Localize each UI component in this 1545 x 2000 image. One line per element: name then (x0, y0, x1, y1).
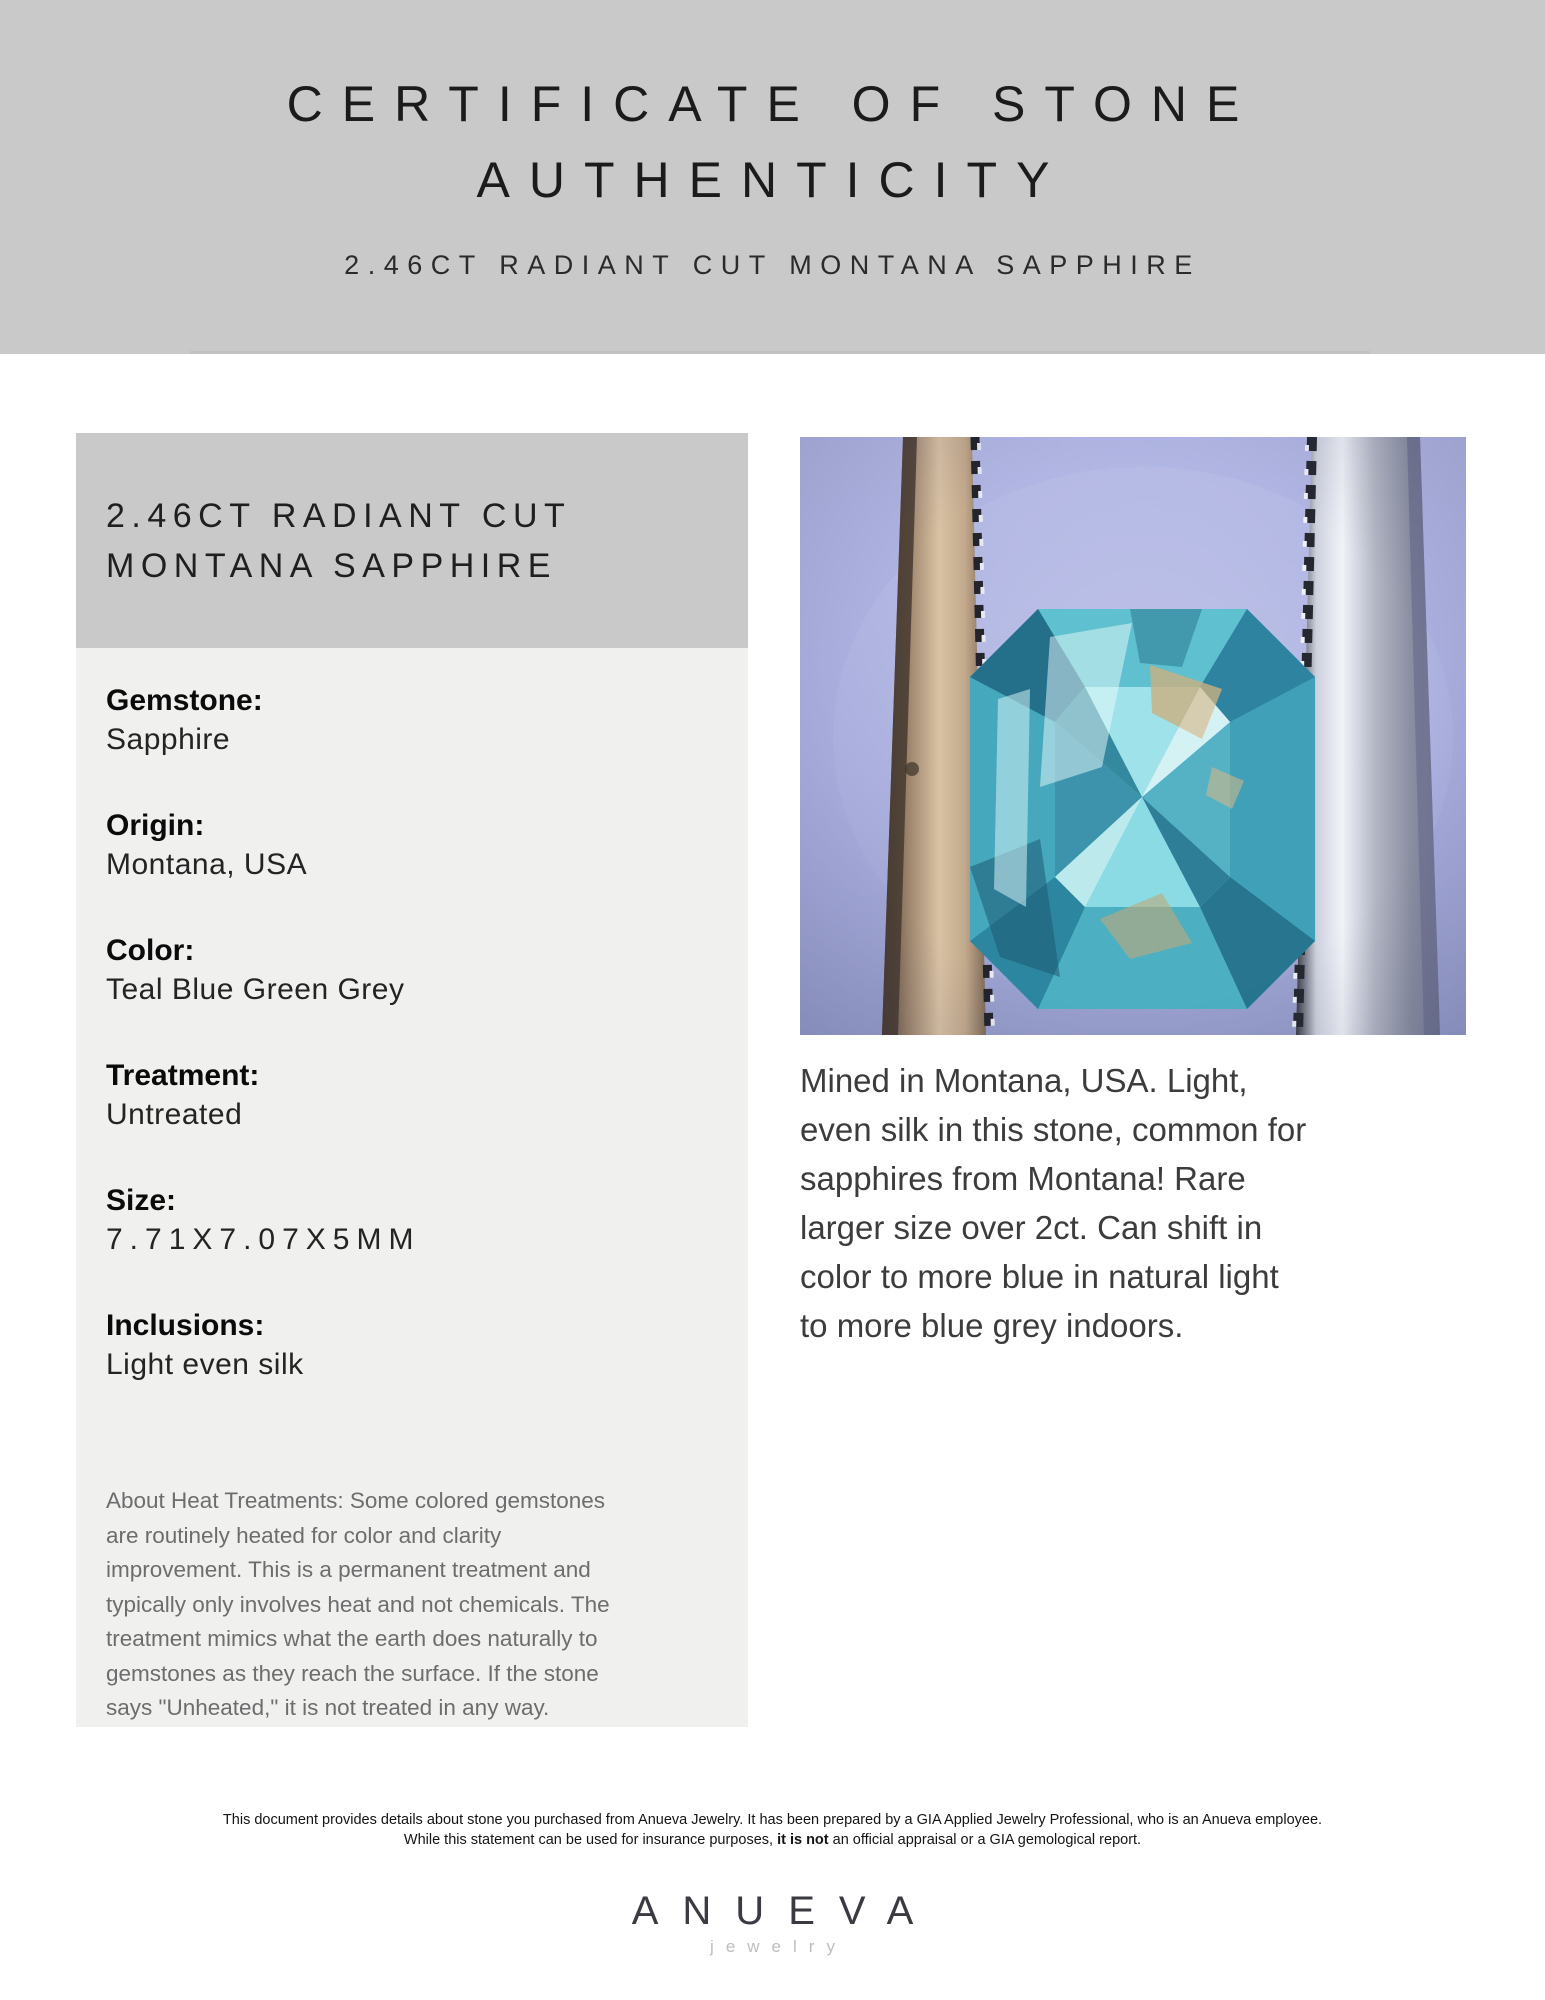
stone-description-line: even silk in this stone, common for (800, 1111, 1307, 1148)
field-origin-value: Montana, USA (106, 848, 308, 881)
field-origin (106, 806, 718, 884)
field-inclusions-value: Light even silk (106, 1348, 304, 1381)
stone-description-line: Mined in Montana, USA. Light, (800, 1062, 1248, 1099)
about-line: gemstones as they reach the surface. If the stone (106, 1660, 599, 1686)
field-size-label: Size: (106, 1184, 177, 1217)
stone-info-panel-body (76, 648, 748, 1727)
field-size (106, 1181, 718, 1259)
about-line: are routinely heated for color and clarity (106, 1522, 502, 1548)
about-line: improvement. This is a permanent treatment and (106, 1557, 591, 1582)
field-color-value: Teal Blue Green Grey (106, 973, 405, 1006)
disclaimer-line2-end: an official appraisal or a GIA gemological report. (828, 1831, 1142, 1848)
field-gemstone-value: Sapphire (106, 723, 231, 756)
field-color (106, 931, 718, 1009)
field-inclusions (106, 1306, 718, 1384)
disclaimer-line2-bold: it is not (777, 1831, 829, 1848)
field-gemstone-label: Gemstone: (106, 684, 263, 717)
field-treatment-label: Treatment: (106, 1059, 260, 1092)
logo-wordmark: ANUEVA (631, 1889, 938, 1933)
about-line: typically only involves heat and not chemicals. The (106, 1591, 610, 1617)
anueva-logo (0, 1889, 1545, 1957)
about-line: About Heat Treatments: Some colored gemstones (106, 1488, 606, 1513)
field-color-label: Color: (106, 934, 195, 967)
panel-title-line1: 2.46CT RADIANT CUT (106, 496, 572, 535)
stone-info-panel-header (76, 433, 748, 648)
logo-tagline: jewelry (710, 1937, 847, 1956)
stone-description-line: color to more blue in natural light (800, 1258, 1279, 1295)
disclaimer-line2-start: While this statement can be used for insurance purposes, (403, 1831, 778, 1848)
about-heat-treatments-note (106, 1484, 718, 1726)
stone-info-panel (76, 433, 748, 1727)
disclaimer-line2 (0, 1831, 1545, 1851)
sapphire-photo (800, 437, 1466, 1035)
certificate-title-line2: AUTHENTICITY (476, 152, 1069, 208)
certificate-subtitle: 2.46CT RADIANT CUT MONTANA SAPPHIRE (344, 250, 1201, 280)
field-inclusions-label: Inclusions: (106, 1309, 265, 1342)
certificate-title-line1: CERTIFICATE OF STONE (286, 76, 1259, 132)
certificate-title (0, 66, 1545, 218)
about-line: says "Unheated," it is not treated in any way. (106, 1695, 550, 1720)
about-line: treatment mimics what the earth does naturally to (106, 1626, 598, 1651)
stone-description-line: to more blue grey indoors. (800, 1307, 1184, 1344)
certificate-banner (0, 0, 1545, 354)
stone-description (800, 1056, 1480, 1350)
field-gemstone (106, 681, 718, 759)
panel-title-line2: MONTANA SAPPHIRE (106, 546, 557, 585)
footer-disclaimer (0, 1811, 1545, 1850)
stone-description-line: larger size over 2ct. Can shift in (800, 1209, 1263, 1246)
banner-bottom-edge (190, 351, 1370, 354)
stone-description-line: sapphires from Montana! Rare (800, 1160, 1246, 1197)
disclaimer-line1: This document provides details about stone you purchased from Anueva Jewelry. It has been prepared by a GIA Applied Jewelry Professional, who is an Anueva employee. (222, 1812, 1323, 1828)
field-treatment (106, 1056, 718, 1134)
field-treatment-value: Untreated (106, 1098, 243, 1131)
field-size-value: 7.71X7.07X5MM (106, 1223, 421, 1256)
field-origin-label: Origin: (106, 809, 205, 842)
